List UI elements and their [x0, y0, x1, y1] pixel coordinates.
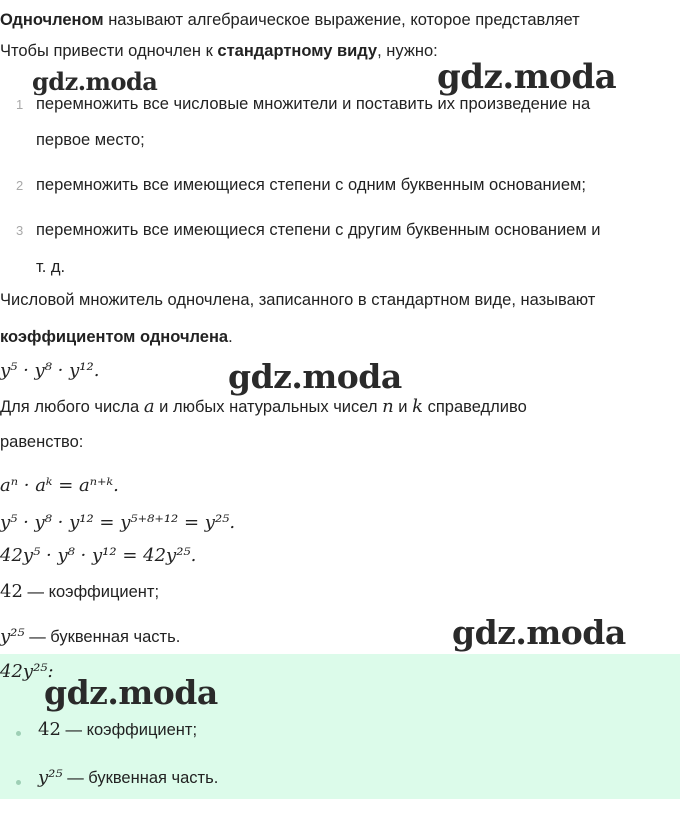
- step-number-1: 1: [16, 97, 24, 112]
- standard-form-intro: [0, 41, 438, 61]
- watermark-logo: gdz.moda: [32, 67, 158, 96]
- step-1-line-2: первое место;: [36, 131, 145, 149]
- definition-text: называют алгебраическое выражение, которое представляет: [108, 11, 580, 29]
- term-monomial: Одночленом: [0, 11, 104, 29]
- power-rule-line: [0, 397, 527, 417]
- answer-item-coefficient: [38, 720, 197, 740]
- step-3-line-2: т. д.: [36, 258, 66, 276]
- step-number-3: 3: [16, 223, 24, 238]
- intro-tail: , нужно:: [377, 42, 438, 60]
- step-2-line-1: перемножить все имеющиеся степени с одним буквенным основанием;: [36, 176, 586, 194]
- step-1-line-1: перемножить все числовые множители и поставить их произведение на: [36, 95, 591, 113]
- rule-text-3: и: [393, 398, 413, 416]
- watermark-logo: gdz.moda: [452, 613, 626, 652]
- answer-item-letter-part: [38, 768, 218, 788]
- coefficient-definition: Числовой множитель одночлена, записанного в стандартном виде, называют: [0, 291, 596, 309]
- example-expression: y⁵ · y⁸ · y¹².: [0, 360, 100, 381]
- var-k: k: [412, 396, 424, 417]
- answer-letter-value: y²⁵: [38, 767, 63, 788]
- power-rule-line-2: равенство:: [0, 433, 84, 451]
- term-coefficient: коэффициентом одночлена: [0, 328, 229, 346]
- answer-coef-label: — коэффициент;: [60, 721, 198, 739]
- term-standard-form: стандартному виду: [217, 42, 378, 60]
- definition-line: [0, 10, 580, 30]
- answer-title: 42y²⁵:: [0, 661, 54, 682]
- answer-coef-value: 42: [38, 719, 61, 740]
- var-n: n: [382, 396, 394, 417]
- rule-text-4: справедливо: [423, 398, 527, 416]
- step-3-line-1: перемножить все имеющиеся степени с другим буквенным основанием и: [36, 221, 601, 239]
- letter-part-label: — буквенная часть.: [24, 628, 181, 646]
- watermark-logo: gdz.moda: [44, 673, 218, 712]
- period: .: [228, 328, 233, 346]
- formula-simplify: y⁵ · y⁸ · y¹² = y⁵⁺⁸⁺¹² = y²⁵.: [0, 512, 236, 533]
- step-number-2: 2: [16, 178, 24, 193]
- rule-text-1: Для любого числа: [0, 398, 144, 416]
- letter-part-value: y²⁵: [0, 626, 25, 647]
- var-a: a: [143, 396, 155, 417]
- coefficient-line: [0, 582, 159, 602]
- letter-part-line: [0, 627, 180, 647]
- bullet-dot: [16, 780, 21, 785]
- watermark-logo: gdz.moda: [437, 57, 617, 97]
- rule-text-2: и любых натуральных чисел: [154, 398, 383, 416]
- answer-letter-label: — буквенная часть.: [62, 769, 219, 787]
- coef-value: 42: [0, 581, 23, 602]
- coef-label: — коэффициент;: [22, 583, 160, 601]
- formula-power-rule: aⁿ · aᵏ = aⁿ⁺ᵏ.: [0, 475, 119, 496]
- formula-result: 42y⁵ · y⁸ · y¹² = 42y²⁵.: [0, 545, 197, 566]
- coefficient-term-line: [0, 327, 233, 347]
- watermark-logo: gdz.moda: [228, 357, 402, 396]
- bullet-dot: [16, 731, 21, 736]
- intro-text: Чтобы привести одночлен к: [0, 42, 218, 60]
